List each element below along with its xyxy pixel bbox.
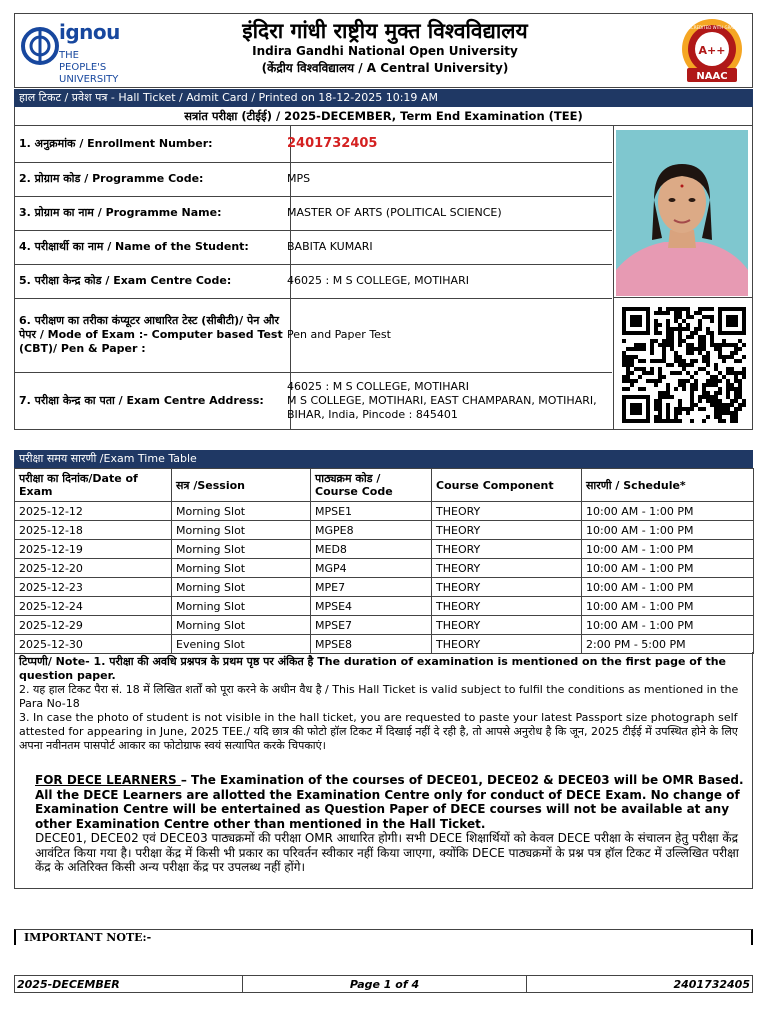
exam-session: Morning Slot [172, 502, 311, 521]
notes-section [14, 652, 753, 889]
student-photo [614, 130, 752, 301]
info-row-centre-code [15, 264, 612, 299]
header [14, 13, 753, 88]
naac-label: NAAC [696, 71, 728, 82]
exam-date: 2025-12-18 [15, 521, 172, 540]
note-2: 2. यह हाल टिकट पैरा सं. 18 में लिखित शर्तों को पूरा करने के अधीन वैध है / This Hall Ticket is valid subject to fulfil the conditions as mentioned in the Para No-18 [19, 683, 739, 710]
exam-schedule: 10:00 AM - 1:00 PM [582, 597, 754, 616]
address-line: BIHAR, India, Pincode : 845401 [287, 407, 458, 421]
info-label: 2. प्रोग्राम कोड / Programme Code: [15, 162, 291, 196]
course-code: MPSE1 [311, 502, 432, 521]
exam-title-bar: सत्रांत परीक्षा (टीईई) / 2025-DECEMBER, Term End Examination (TEE) [14, 107, 753, 126]
course-component: THEORY [432, 502, 582, 521]
info-row-centre-address [15, 372, 612, 429]
timetable-row [15, 597, 754, 616]
header-course-code: पाठ्यक्रम कोड / Course Code [311, 469, 432, 502]
naac-badge-icon [673, 16, 751, 86]
course-code: MPSE4 [311, 597, 432, 616]
dece-heading: FOR DECE LEARNERS [35, 773, 181, 787]
course-component: THEORY [432, 559, 582, 578]
course-code: MPSE7 [311, 616, 432, 635]
course-component: THEORY [432, 540, 582, 559]
course-component: THEORY [432, 616, 582, 635]
course-code: MGPE8 [311, 521, 432, 540]
timetable-row [15, 502, 754, 521]
exam-session: Evening Slot [172, 635, 311, 654]
info-label: 1. अनुक्रमांक / Enrollment Number: [15, 126, 291, 162]
timetable-row [15, 521, 754, 540]
header-schedule: सारणी / Schedule* [582, 469, 754, 502]
timetable-row [15, 635, 754, 654]
student-photo-cell [613, 126, 753, 298]
timetable-row [15, 616, 754, 635]
important-note: IMPORTANT NOTE:- [14, 929, 753, 945]
info-row-programme-code [15, 162, 612, 197]
dece-notice [19, 773, 748, 875]
exam-mode: Pen and Paper Test [287, 328, 391, 341]
timetable-row [15, 578, 754, 597]
info-row-exam-mode [15, 298, 612, 373]
exam-date: 2025-12-20 [15, 559, 172, 578]
dece-hindi: DECE01, DECE02 एवं DECE03 पाठ्यक्रमों की परीक्षा OMR आधारित होगी। सभी DECE शिक्षार्थियों को केवल DECE परीक्षा के संचालन हेतु परीक्षा केंद्र आवंटित किया गया है। परीक्षा केंद्र में किसी भी प्रकार का परिवर्तन स्वीकार नहीं किया जाएगा, क्योंकि DECE पाठ्यक्रमों के प्रश्न पत्र हॉल टिकट में उल्लिखित परीक्षा केंद्र के अतिरिक्त किसी अन्य परीक्षा केंद्र पर उपलब्ध नहीं होंगे। [35, 831, 739, 874]
dece-body: – The Examination of the courses of DECE01, DECE02 & DECE03 will be OMR Based. All the DECE Learners are allotted the Examination Centre only for conduct of DECE Exam. No change of Examination Centre will be entertained as Question Paper of DECE courses will not be available at any other Examination Centre other than mentioned in the Hall Ticket. [35, 773, 744, 831]
course-code: MPSE8 [311, 635, 432, 654]
info-label: 6. परीक्षण का तरीका कंप्यूटर आधारित टेस्ट (सीबीटी)/ पेन और पेपर / Mode of Exam :- Computer based Test (CBT)/ Pen & Paper : [15, 298, 291, 372]
exam-date: 2025-12-29 [15, 616, 172, 635]
info-row-student-name [15, 230, 612, 265]
info-label: 4. परीक्षार्थी का नाम / Name of the Student: [15, 230, 291, 264]
course-code: MGP4 [311, 559, 432, 578]
footer-page: Page 1 of 4 [242, 976, 527, 993]
exam-schedule: 10:00 AM - 1:00 PM [582, 540, 754, 559]
enrollment-number: 2401732405 [287, 136, 378, 151]
course-component: THEORY [432, 578, 582, 597]
university-title-english: Indira Gandhi National Open University [252, 44, 518, 58]
exam-schedule: 10:00 AM - 1:00 PM [582, 521, 754, 540]
timetable-row [15, 559, 754, 578]
address-line: M S COLLEGE, MOTIHARI, EAST CHAMPARAN, MOTIHARI, [287, 393, 597, 407]
info-row-enrollment [15, 126, 612, 163]
timetable-row [15, 540, 754, 559]
footer-session: 2025-DECEMBER [17, 978, 120, 991]
header-date: परीक्षा का दिनांक/Date of Exam [15, 469, 172, 502]
programme-code: MPS [287, 172, 311, 185]
footer-enrollment: 2401732405 [673, 978, 750, 991]
exam-time-table [14, 450, 753, 654]
header-course-component: Course Component [432, 469, 582, 502]
course-code: MED8 [311, 540, 432, 559]
exam-session: Morning Slot [172, 559, 311, 578]
exam-centre-code: 46025 : M S COLLEGE, MOTIHARI [287, 274, 469, 287]
qr-code-icon [622, 306, 746, 424]
exam-schedule: 2:00 PM - 5:00 PM [582, 635, 754, 654]
exam-schedule: 10:00 AM - 1:00 PM [582, 616, 754, 635]
info-label: 5. परीक्षा केन्द्र कोड / Exam Centre Code: [15, 264, 291, 298]
university-title-hindi: इंदिरा गांधी राष्ट्रीय मुक्त विश्वविद्यालय [242, 19, 528, 43]
course-component: THEORY [432, 635, 582, 654]
exam-date: 2025-12-12 [15, 502, 172, 521]
exam-date: 2025-12-19 [15, 540, 172, 559]
exam-centre-address [283, 372, 612, 429]
exam-date: 2025-12-30 [15, 635, 172, 654]
hall-ticket-bar: हाल टिकट / प्रवेश पत्र - Hall Ticket / Admit Card / Printed on 18-12-2025 10:19 AM [14, 89, 753, 107]
address-line: 46025 : M S COLLEGE, MOTIHARI [287, 379, 469, 393]
university-subtitle: (केंद्रीय विश्वविद्यालय / A Central University) [261, 61, 509, 75]
exam-session: Morning Slot [172, 540, 311, 559]
exam-schedule: 10:00 AM - 1:00 PM [582, 502, 754, 521]
naac-top-text: ACCREDITED WITH GRADE [685, 25, 739, 30]
student-name: BABITA KUMARI [287, 240, 373, 253]
exam-session: Morning Slot [172, 578, 311, 597]
course-code: MPE7 [311, 578, 432, 597]
header-session: सत्र /Session [172, 469, 311, 502]
student-info-table [14, 126, 753, 430]
logo-name: ignou [59, 20, 120, 44]
exam-session: Morning Slot [172, 521, 311, 540]
exam-schedule: 10:00 AM - 1:00 PM [582, 559, 754, 578]
footer [14, 975, 753, 993]
info-label: 3. प्रोग्राम का नाम / Programme Name: [15, 196, 291, 230]
timetable-header-row [15, 469, 754, 502]
qr-code-cell [613, 298, 753, 429]
logo-tagline: THE PEOPLE'S UNIVERSITY [59, 50, 119, 85]
course-component: THEORY [432, 597, 582, 616]
exam-date: 2025-12-23 [15, 578, 172, 597]
programme-name: MASTER OF ARTS (POLITICAL SCIENCE) [287, 206, 502, 219]
naac-grade: A++ [698, 44, 726, 57]
timetable-grid [14, 468, 754, 654]
exam-schedule: 10:00 AM - 1:00 PM [582, 578, 754, 597]
exam-session: Morning Slot [172, 616, 311, 635]
note-3: 3. In case the photo of student is not visible in the hall ticket, you are requested to paste your latest Passport size photograph self attested for appearing in June, 2025 TEE./ यदि छात्र की फोटो हॉल टिकट में दिखाई नहीं दे रही है, तो आपसे अनुरोध है कि जून, 2025 टीईई में उपस्थित होने के लिए अपना नवीनतम पासपोर्ट आकार का फोटोग्राफ स्वयं सत्यापित करके चिपकाएं। [19, 711, 738, 752]
info-row-programme-name [15, 196, 612, 231]
exam-session: Morning Slot [172, 597, 311, 616]
note-1: टिप्पणी/ Note- 1. परीक्षा की अवधि प्रश्नपत्र के प्रथम पृष्ठ पर अंकित है The duration of examination is mentioned on the first page of the question paper. [19, 655, 727, 682]
info-label: 7. परीक्षा केन्द्र का पता / Exam Centre Address: [15, 372, 291, 429]
timetable-title: परीक्षा समय सारणी /Exam Time Table [14, 450, 753, 468]
course-component: THEORY [432, 521, 582, 540]
exam-date: 2025-12-24 [15, 597, 172, 616]
